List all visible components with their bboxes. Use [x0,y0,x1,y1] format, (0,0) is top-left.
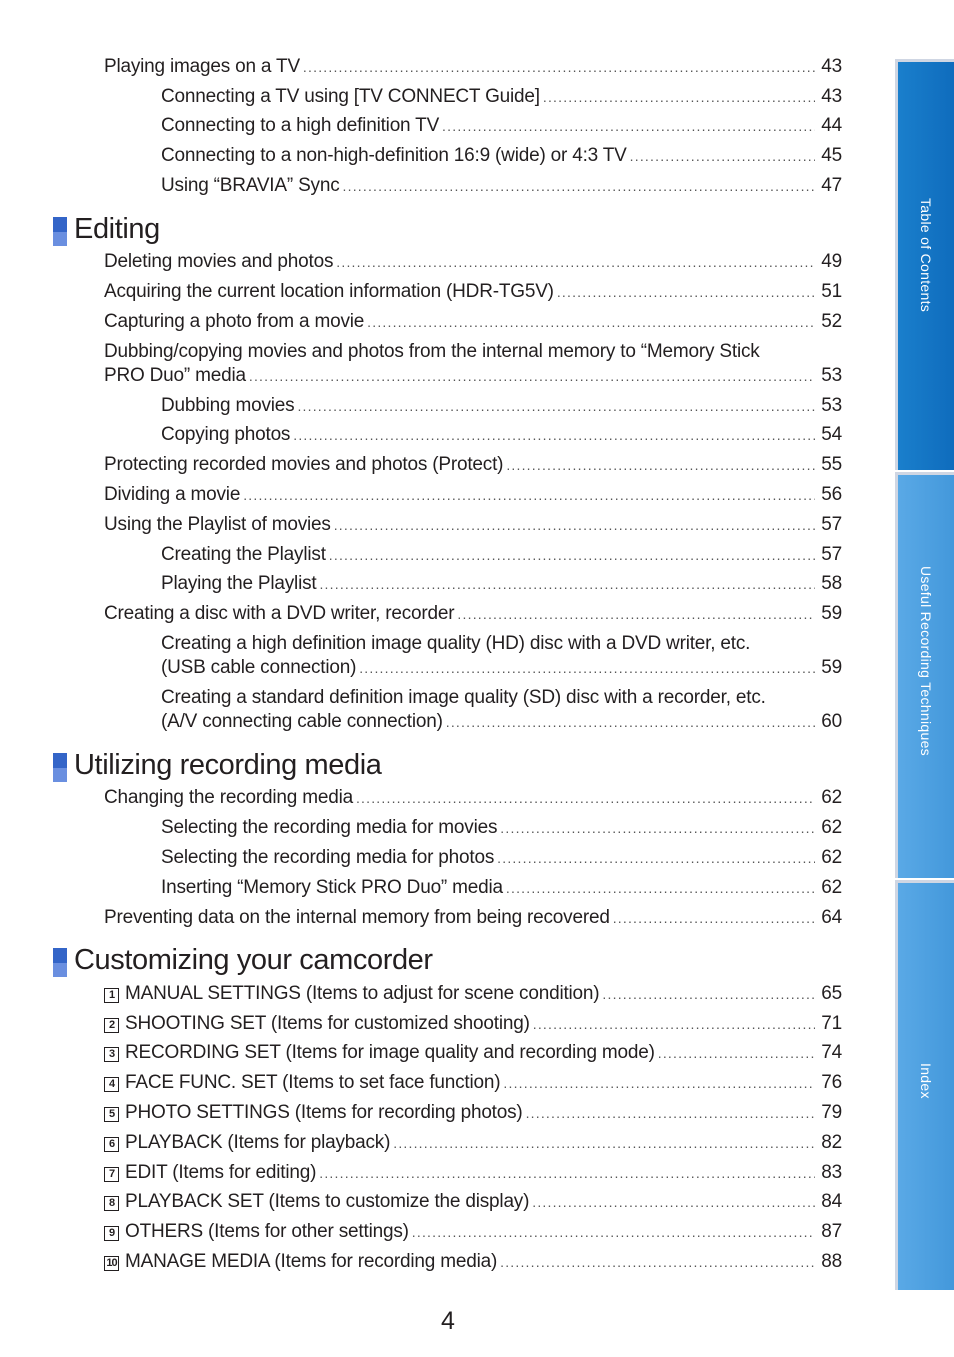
toc-entry-title [104,364,246,388]
heading-marker-bottom [53,768,67,782]
toc-entry[interactable] [104,786,842,810]
toc-entry-title-text: OTHERS (Items for other settings) [125,1221,409,1242]
toc-entry-page: 79 [821,1102,842,1123]
dot-leader [506,453,815,477]
toc-entry-title [104,906,610,930]
toc-entry-title-text: Protecting recorded movies and photos (Protect) [104,454,504,475]
toc-entry-row [104,1190,842,1214]
toc-entry[interactable] [104,906,842,930]
toc-entry-title [104,982,599,1006]
toc-entry-row [104,280,842,304]
toc-entry[interactable] [161,816,842,840]
toc-entry-page: 57 [821,514,842,535]
toc-entry-title-text: Selecting the recording media for movies [161,817,498,838]
toc-entry-page: 52 [821,311,842,332]
dot-leader [356,786,815,810]
heading-marker-bottom [53,963,67,977]
toc-entry-title [104,1250,497,1274]
toc-entry-title-text: Preventing data on the internal memory from being recovered [104,907,610,928]
toc-entry-page: 62 [821,787,842,808]
dot-leader [526,1101,816,1125]
menu-number-box-icon: 9 [104,1226,119,1241]
toc-entry[interactable] [104,453,842,477]
toc-entry-page: 84 [821,1191,842,1212]
toc-entry-page: 53 [821,365,842,386]
toc-entry-row [161,572,842,596]
menu-number-box-icon: 2 [104,1018,119,1033]
dot-leader [303,55,815,79]
toc-entry-title [104,1012,530,1036]
heading-marker-bottom [53,232,67,246]
toc-entry-page: 74 [821,1042,842,1063]
toc-entry-title-text: RECORDING SET (Items for image quality and recording mode) [125,1042,655,1063]
toc-entry-row [161,876,842,900]
toc-entry-title-text: PLAYBACK (Items for playback) [125,1132,391,1153]
dot-leader [602,982,815,1006]
toc-entry-page: 60 [821,711,842,732]
dot-leader [442,114,815,138]
dot-leader [359,656,815,680]
section-heading-text: Customizing your camcorder [74,944,433,976]
toc-entry-page: 44 [821,115,842,136]
toc-entry-row [104,1071,842,1095]
toc-entry-page: 62 [821,817,842,838]
toc-entry-page: 57 [821,544,842,565]
toc-entry[interactable] [161,876,842,900]
toc-entry-title [161,394,294,418]
dot-leader [446,710,816,734]
toc-entry[interactable] [161,846,842,870]
menu-number-box-icon: 3 [104,1047,119,1062]
toc-entry-title-text: Dubbing movies [161,395,295,416]
toc-entry[interactable] [104,483,842,507]
toc-entry[interactable] [104,1190,842,1214]
toc-entry-title [104,1071,500,1095]
toc-entry[interactable] [161,85,842,109]
toc-entry[interactable] [104,340,842,388]
toc-entry-row [161,144,842,168]
toc-entry-page: 71 [821,1013,842,1034]
tab-label: Table of Contents [918,198,934,313]
menu-number-box-icon: 4 [104,1077,119,1092]
toc-entry-title [104,1161,316,1185]
toc-entry-title [104,1190,529,1214]
toc-entry-title [104,55,300,79]
toc-entry-title-text: Connecting to a high definition TV [161,115,440,136]
dot-leader [506,876,815,900]
toc-entry-title [161,543,326,567]
toc-entry-page: 43 [821,56,842,77]
toc-entry-row [104,982,842,1006]
toc-entry-title-line: Creating a high definition image quality (HD) disc with a DVD writer, etc. [161,633,751,654]
dot-leader [343,174,816,198]
toc-entry-title-text: PRO Duo” media [104,365,246,386]
toc-entry-title-text: Playing images on a TV [104,56,300,77]
dot-leader [503,1071,815,1095]
toc-entry-title [104,453,503,477]
toc-entry-title [161,174,340,198]
toc-entry[interactable] [161,114,842,138]
toc-entry-row [104,1131,842,1155]
dot-leader [336,250,815,274]
toc-entry-title [104,280,554,304]
dot-leader [293,423,815,447]
dot-leader [297,394,815,418]
toc-entry[interactable] [104,1012,842,1036]
toc-entry-row [104,906,842,930]
dot-leader [457,602,815,626]
toc-entry-title-text: (USB cable connection) [161,657,357,678]
toc-entry-row [104,453,842,477]
toc-entry[interactable] [161,686,842,734]
section-heading-text: Editing [74,213,160,245]
toc-entry-page: 51 [821,281,842,302]
toc-entry-row [104,1161,842,1185]
toc-entry-title [104,1131,390,1155]
toc-entry-page: 53 [821,395,842,416]
toc-entry-title-text: Using “BRAVIA” Sync [161,175,340,196]
toc-entry-title-text: MANAGE MEDIA (Items for recording media) [125,1251,498,1272]
toc-entry-title [161,876,503,900]
tab-label: Useful Recording Techniques [918,566,934,756]
toc-entry-row [161,846,842,870]
dot-leader [319,572,815,596]
dot-leader [532,1190,815,1214]
toc-entry[interactable] [161,543,842,567]
toc-entry-title-text: Playing the Playlist [161,573,317,594]
toc-entry-row [104,55,842,79]
toc-entry-title [161,572,316,596]
toc-entry[interactable] [104,250,842,274]
toc-entry[interactable] [161,394,842,418]
toc-entry-title [161,423,290,447]
toc-entry-title [161,846,494,870]
dot-leader [500,816,815,840]
toc-entry-page: 43 [821,86,842,107]
toc-entry-row [161,85,842,109]
toc-entry-title-text: EDIT (Items for editing) [125,1162,317,1183]
toc-entry-title [161,114,439,138]
tab-table-of-contents[interactable] [895,59,954,470]
toc-entry-page: 83 [821,1162,842,1183]
toc-entry[interactable] [104,1220,842,1244]
toc-entry-page: 58 [821,573,842,594]
toc-entry[interactable] [104,1161,842,1185]
toc-entry-page: 87 [821,1221,842,1242]
menu-number-box-icon: 5 [104,1107,119,1122]
dot-leader [367,310,815,334]
toc-entry-title [104,310,364,334]
toc-entry-row [104,250,842,274]
toc-entry-title [161,144,627,168]
toc-entry-title-text: Capturing a photo from a movie [104,311,365,332]
toc-entry-title-text: Changing the recording media [104,787,353,808]
menu-number-box-icon: 10 [104,1256,119,1271]
toc-entry-title-line: Dubbing/copying movies and photos from the internal memory to “Memory Stick [104,341,760,362]
toc-entry[interactable] [161,144,842,168]
toc-entry-title [104,1101,523,1125]
toc-entry[interactable] [104,602,842,626]
toc-entry-page: 54 [821,424,842,445]
toc-entry-title-text: Creating the Playlist [161,544,326,565]
toc-entry-title-text: Copying photos [161,424,291,445]
toc-entry-title [104,1220,409,1244]
toc-entry-page: 59 [821,657,842,678]
toc-entry-title [161,85,540,109]
toc-entry[interactable] [104,982,842,1006]
toc-entry-title [161,710,443,734]
dot-leader [319,1161,815,1185]
toc-entry[interactable] [104,1071,842,1095]
toc-entry-title [104,250,333,274]
toc-entry-title [161,816,497,840]
toc-entry-page: 82 [821,1132,842,1153]
toc-entry[interactable] [104,310,842,334]
menu-number-box-icon: 6 [104,1137,119,1152]
dot-leader [543,85,815,109]
toc-entry-page: 45 [821,145,842,166]
toc-entry[interactable] [104,1041,842,1065]
toc-entry-row [104,364,842,388]
toc-entry-row [104,483,842,507]
toc-entry-title-text: Selecting the recording media for photos [161,847,495,868]
toc-entry-page: 88 [821,1251,842,1272]
toc-entry-title [104,1041,655,1065]
dot-leader [500,1250,815,1274]
dot-leader [497,846,815,870]
tab-index[interactable] [895,880,954,1290]
toc-entry-title [104,786,353,810]
dot-leader [249,364,815,388]
heading-marker-icon [53,753,67,782]
toc-entry-title-text: Inserting “Memory Stick PRO Duo” media [161,877,503,898]
toc-entry-row [104,1250,842,1274]
toc-entry-page: 56 [821,484,842,505]
toc-entry-row [104,786,842,810]
toc-entry-row [104,602,842,626]
toc-entry-row [104,1012,842,1036]
toc-entry[interactable] [161,632,842,680]
toc-entry-title-text: Creating a disc with a DVD writer, recorder [104,603,455,624]
toc-entry-row [161,394,842,418]
dot-leader [658,1041,816,1065]
toc-entry-page: 76 [821,1072,842,1093]
section-heading-text: Utilizing recording media [74,749,382,781]
toc-entry-title-text: MANUAL SETTINGS (Items to adjust for scene condition) [125,983,600,1004]
toc-entry-page: 65 [821,983,842,1004]
toc-entry-row [161,656,842,680]
heading-marker-icon [53,217,67,246]
toc-entry[interactable] [104,1250,842,1274]
toc-entry-page: 55 [821,454,842,475]
menu-number-box-icon: 7 [104,1167,119,1182]
toc-entry-title-text: Deleting movies and photos [104,251,334,272]
toc-entry[interactable] [161,174,842,198]
dot-leader [613,906,816,930]
heading-marker-top [53,217,67,232]
toc-entry-row [104,513,842,537]
toc-entry-row [161,174,842,198]
dot-leader [533,1012,816,1036]
toc-entry-row [161,710,842,734]
toc-entry-title-text: SHOOTING SET (Items for customized shooting) [125,1013,530,1034]
dot-leader [630,144,816,168]
toc-entry-title-text: FACE FUNC. SET (Items to set face function) [125,1072,501,1093]
toc-entry-title-text: Dividing a movie [104,484,241,505]
menu-number-box-icon: 1 [104,988,119,1003]
toc-entry-row [104,1041,842,1065]
toc-entry-title [161,656,356,680]
tab-label: Index [918,1063,934,1099]
dot-leader [412,1220,816,1244]
toc-entry[interactable] [161,423,842,447]
toc-entry-title-text: PHOTO SETTINGS (Items for recording photos) [125,1102,523,1123]
toc-entry-row [161,543,842,567]
toc-entry-row [104,310,842,334]
toc-entry-row [161,423,842,447]
dot-leader [329,543,815,567]
toc-entry-page: 64 [821,907,842,928]
toc-entry-row [161,816,842,840]
dot-leader [557,280,815,304]
toc-entry-row [104,1101,842,1125]
page-number: 4 [441,1307,455,1335]
toc-entry-page: 47 [821,175,842,196]
toc-entry[interactable] [104,1131,842,1155]
dot-leader [393,1131,815,1155]
toc-entry-page: 59 [821,603,842,624]
toc-entry-page: 62 [821,877,842,898]
toc-entry-title-line: Creating a standard definition image quality (SD) disc with a recorder, etc. [161,687,766,708]
heading-marker-top [53,948,67,963]
toc-entry[interactable] [104,280,842,304]
toc-entry-title-text: PLAYBACK SET (Items to customize the display) [125,1191,530,1212]
toc-entry-title-text: Using the Playlist of movies [104,514,331,535]
toc-entry[interactable] [104,513,842,537]
dot-leader [334,513,816,537]
toc-entry[interactable] [104,1101,842,1125]
dot-leader [243,483,815,507]
toc-entry-title-text: Acquiring the current location information (HDR-TG5V) [104,281,554,302]
menu-number-box-icon: 8 [104,1196,119,1211]
toc-entry-title-text: Connecting a TV using [TV CONNECT Guide] [161,86,540,107]
toc-entry-title [104,483,240,507]
toc-entry-title [104,513,331,537]
toc-entry-page: 62 [821,847,842,868]
toc-entry-title [104,602,454,626]
heading-marker-top [53,753,67,768]
toc-entry-title-text: (A/V connecting cable connection) [161,711,443,732]
heading-marker-icon [53,948,67,977]
toc-entry-page: 49 [821,251,842,272]
toc-entry[interactable] [104,55,842,79]
toc-entry-title-text: Connecting to a non-high-definition 16:9 (wide) or 4:3 TV [161,145,627,166]
toc-entry-row [161,114,842,138]
toc-entry-row [104,1220,842,1244]
tab-useful-recording-techniques[interactable] [895,472,954,878]
toc-entry[interactable] [161,572,842,596]
